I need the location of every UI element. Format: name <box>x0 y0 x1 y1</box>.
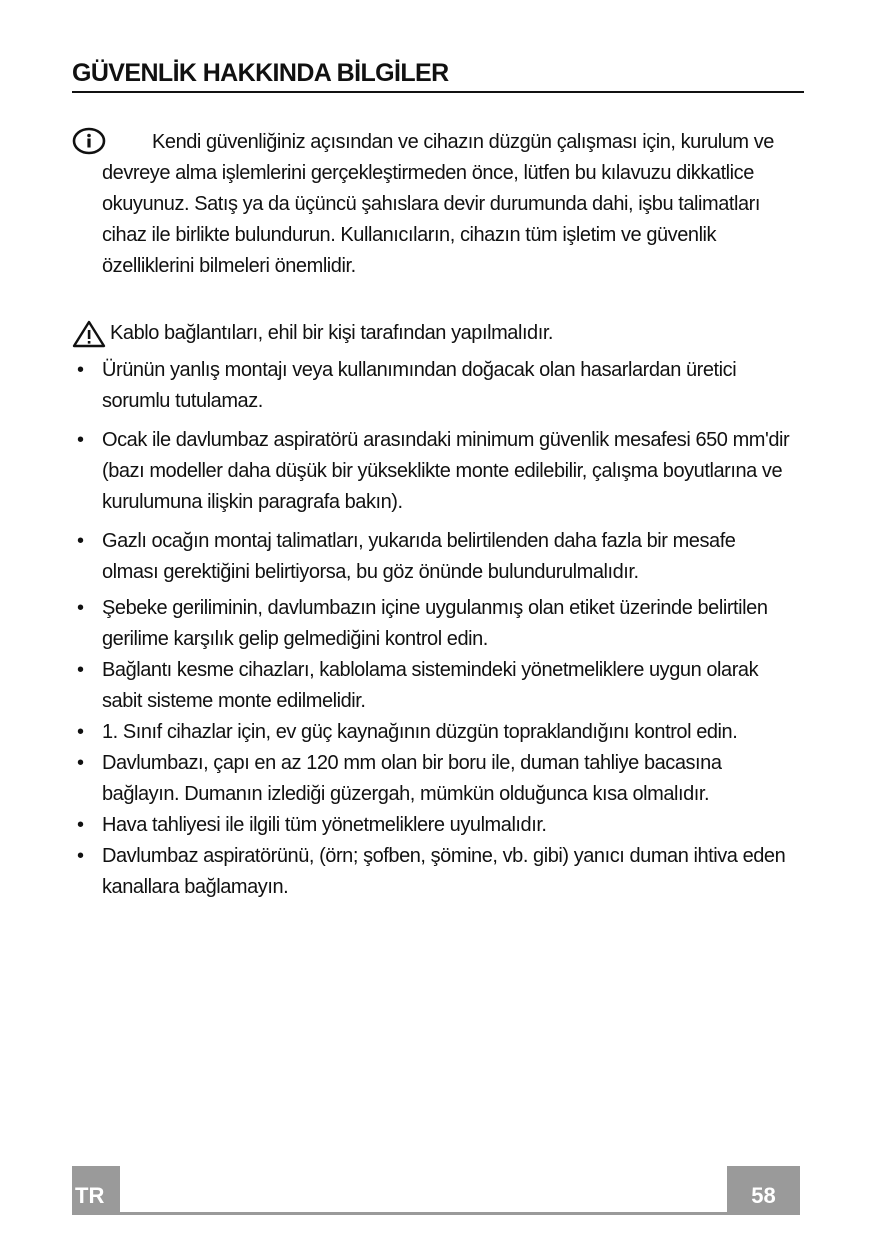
info-icon <box>72 127 108 155</box>
list-item <box>72 526 792 588</box>
list-item-text: 1. Sınıf cihazlar için, ev güç kaynağının düzgün topraklandığını kontrol edin. <box>102 721 738 743</box>
bullet-icon: • <box>77 359 84 381</box>
list-item <box>72 655 792 717</box>
bullet-icon: • <box>77 814 84 836</box>
list-item-text: Hava tahliyesi ile ilgili tüm yönetmeliklere uyulmalıdır. <box>102 814 547 836</box>
page-title: GÜVENLİK HAKKINDA BİLGİLER <box>72 58 804 93</box>
bullet-icon: • <box>77 845 84 867</box>
list-item-text: Davlumbazı, çapı en az 120 mm olan bir boru ile, duman tahliye bacasına bağlayın. Dumanın izlediği güzergah, mümkün olduğunca kısa olmalıdır. <box>102 752 722 805</box>
bullet-icon: • <box>77 597 84 619</box>
list-item-text: Ürünün yanlış montajı veya kullanımından doğacak olan hasarlardan üretici sorumlu tutulamaz. <box>102 359 737 412</box>
list-item <box>72 748 792 810</box>
list-item-text: Davlumbaz aspiratörünü, (örn; şofben, şömine, vb. gibi) yanıcı duman ihtiva eden kanallara bağlamayın. <box>102 845 786 898</box>
info-text: Kendi güvenliğiniz açısından ve cihazın düzgün çalışması için, kurulum ve devreye alma işlemlerini gerçekleştirmeden önce, lütfen bu kılavuzu dikkatlice okuyunuz. Satış ya da üçüncü şahıslara devir durumunda dahi, işbu talimatları cihaz ile birlikte bulundurun. Kullanıcıların, cihazın tüm işletim ve güvenlik özelliklerini bilmeleri önemlidir. <box>102 131 774 277</box>
list-item <box>72 355 792 417</box>
footer-divider <box>72 1212 800 1215</box>
warning-text: Kablo bağlantıları, ehil bir kişi tarafından yapılmalıdır. <box>110 322 554 344</box>
list-item-text: Gazlı ocağın montaj talimatları, yukarıda belirtilenden daha fazla bir mesafe olması gerektiğini belirtiyorsa, bu göz önünde bulundurulmalıdır. <box>102 530 736 583</box>
list-item <box>72 841 792 903</box>
warning-triangle-icon <box>72 319 106 349</box>
bullet-icon: • <box>77 659 84 681</box>
list-item <box>72 593 792 655</box>
bullet-icon: • <box>77 721 84 743</box>
bullet-icon: • <box>77 530 84 552</box>
list-item <box>72 425 792 518</box>
list-item-text: Ocak ile davlumbaz aspiratörü arasındaki minimum güvenlik mesafesi 650 mm'dir (bazı modeller daha düşük bir yükseklikte monte edilebilir, çalışma boyutlarına ve kurulumuna ilişkin paragrafa bakın). <box>102 429 790 513</box>
bullet-icon: • <box>77 429 84 451</box>
list-item <box>72 717 792 748</box>
language-badge: TR <box>72 1166 120 1215</box>
bullet-icon: • <box>77 752 84 774</box>
list-item-text: Şebeke geriliminin, davlumbazın içine uygulanmış olan etiket üzerinde belirtilen gerilime karşılık gelip gelmediğini kontrol edin. <box>102 597 768 650</box>
page-number: 58 <box>727 1166 800 1215</box>
list-item <box>72 810 792 841</box>
safety-bullet-list <box>72 355 792 903</box>
warning-notice <box>72 318 792 349</box>
info-notice <box>72 127 792 282</box>
list-item-text: Bağlantı kesme cihazları, kablolama sistemindeki yönetmeliklere uygun olarak sabit sisteme monte edilmelidir. <box>102 659 759 712</box>
